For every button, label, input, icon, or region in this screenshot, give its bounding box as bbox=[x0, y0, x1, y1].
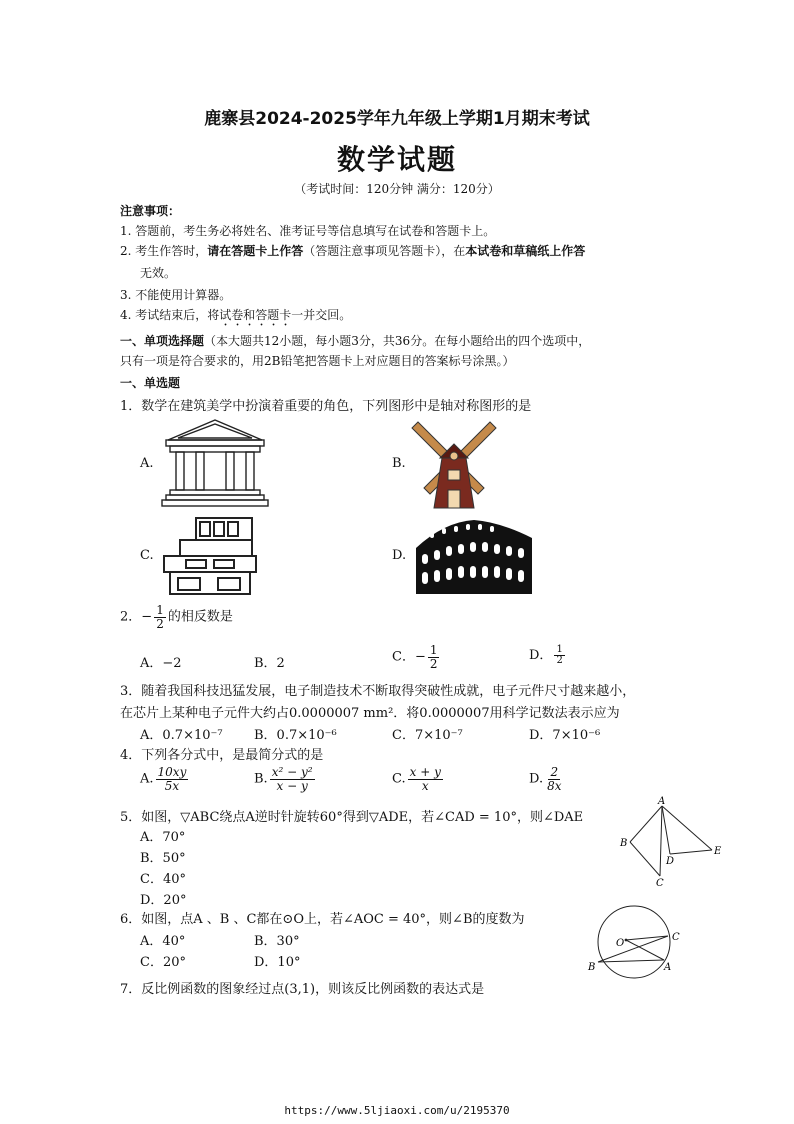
q6-option-c[interactable]: C．20° bbox=[140, 955, 186, 970]
q5-label-e: E bbox=[714, 846, 722, 857]
note-1: 1. 答题前，考生务必将姓名、准考证号等信息填写在试卷和答题卡上。 bbox=[120, 224, 496, 238]
building-figure bbox=[160, 514, 260, 598]
q4-option-b[interactable]: B. $\frac{\text{x² − y²}}{x - y}$ bbox=[254, 765, 313, 793]
q3-option-c[interactable]: C．7×10⁻⁷ bbox=[392, 728, 463, 743]
q5-option-b[interactable]: B．50° bbox=[140, 851, 186, 866]
section1-line1: 一、单项选择题（本大题共12小题，每小题3分，共36分。在每小题给出的四个选项中， bbox=[120, 334, 591, 348]
q1-option-d[interactable]: D. bbox=[392, 548, 407, 563]
q5-stem: 5．如图，▽ABC绕点A逆时针旋转60°得到▽ADE，若∠CAD = 10°，则∠DAE bbox=[120, 810, 584, 825]
q7-stem: 7．反比例函数的图象经过点(3,1)，则该反比例函数的表达式是 bbox=[120, 982, 485, 997]
footer-url[interactable]: https://www.5ljiaoxi.com/u/2195370 bbox=[284, 1104, 510, 1117]
q3-option-d[interactable]: D．7×10⁻⁶ bbox=[529, 728, 601, 743]
q5-label-a: A bbox=[658, 796, 666, 807]
q3-option-b[interactable]: B．0.7×10⁻⁶ bbox=[254, 728, 337, 743]
q6-label-a: A bbox=[664, 962, 672, 973]
q5-label-b: B bbox=[620, 838, 628, 849]
q5-option-d[interactable]: D．20° bbox=[140, 893, 187, 908]
note-3: 3. 不能使用计算器。 bbox=[120, 288, 232, 302]
q6-label-c: C bbox=[672, 932, 680, 943]
q2-option-c[interactable]: C．− $\frac{1}{2}$ bbox=[392, 643, 438, 671]
q2-stem: 2．− $\frac{1}{2}$ 的相反数是 bbox=[120, 603, 233, 631]
section1-sub: 一、单选题 bbox=[120, 376, 181, 390]
exam-info: （考试时间：120分钟 满分：120分） bbox=[294, 182, 500, 196]
temple-figure bbox=[160, 418, 270, 512]
q6-option-b[interactable]: B．30° bbox=[254, 934, 300, 949]
q5-option-c[interactable]: C．40° bbox=[140, 872, 186, 887]
section1-line2: 只有一项是符合要求的，用2B铅笔把答题卡上对应题目的答案标号涂黑。） bbox=[120, 354, 515, 368]
q6-circle-figure bbox=[586, 904, 686, 982]
note-4: 4. 考试结束后，将试卷和答题卡一并交回。 bbox=[120, 308, 352, 322]
q3-option-a[interactable]: A．0.7×10⁻⁷ bbox=[140, 728, 223, 743]
q5-option-a[interactable]: A．70° bbox=[140, 830, 186, 845]
q6-option-d[interactable]: D．10° bbox=[254, 955, 301, 970]
q2-option-a[interactable]: A．−2 bbox=[140, 656, 182, 671]
q6-label-b: B bbox=[588, 962, 596, 973]
q1-option-b[interactable]: B. bbox=[392, 456, 406, 471]
colosseum-figure bbox=[414, 514, 534, 596]
q4-option-d[interactable]: D. $\frac{2}{8x}$ bbox=[529, 765, 562, 793]
q4-option-a[interactable]: A. $\frac{10xy}{5x}$ bbox=[140, 765, 187, 793]
notes-heading: 注意事项： bbox=[120, 204, 181, 218]
q6-label-o: O bbox=[616, 938, 625, 949]
q3-line1: 3．随着我国科技迅猛发展，电子制造技术不断取得突破性成就，电子元件尺寸越来越小， bbox=[120, 684, 636, 699]
q4-stem: 4．下列各分式中，是最简分式的是 bbox=[120, 748, 324, 763]
q1-option-a[interactable]: A. bbox=[140, 456, 154, 471]
q1-option-c[interactable]: C. bbox=[140, 548, 154, 563]
q1-stem: 1．数学在建筑美学中扮演着重要的角色，下列图形中是轴对称图形的是 bbox=[120, 399, 532, 414]
q5-label-c: C bbox=[656, 878, 664, 889]
q4-option-c[interactable]: C. $\frac{x + y}{x}$ bbox=[392, 765, 441, 793]
q6-option-a[interactable]: A．40° bbox=[140, 934, 186, 949]
q3-line2: 在芯片上某种电子元件大约占0.0000007 mm²．将0.0000007用科学记数法表示应为 bbox=[120, 706, 620, 721]
q2-option-b[interactable]: B．2 bbox=[254, 656, 285, 671]
note-2: 2. 考生作答时，请在答题卡上作答（答题注意事项见答题卡），在本试卷和草稿纸上作答 bbox=[120, 244, 586, 258]
q2-option-d[interactable]: D． $\frac{1}{2}$ bbox=[529, 643, 563, 666]
q6-stem: 6．如图，点A 、B 、C都在⊙O上，若∠AOC = 40°，则∠B的度数为 bbox=[120, 912, 525, 927]
windmill-figure bbox=[414, 418, 494, 512]
q2-fraction: $\frac{1}{2}$ bbox=[156, 603, 164, 631]
exam-title: 鹿寨县2024-2025学年九年级上学期1月期末考试 bbox=[204, 109, 590, 129]
q5-triangle-figure bbox=[614, 796, 728, 890]
q5-label-d: D bbox=[666, 856, 675, 867]
subject-title: 数学试题 bbox=[336, 143, 457, 176]
note-2-cont: 无效。 bbox=[140, 266, 177, 280]
